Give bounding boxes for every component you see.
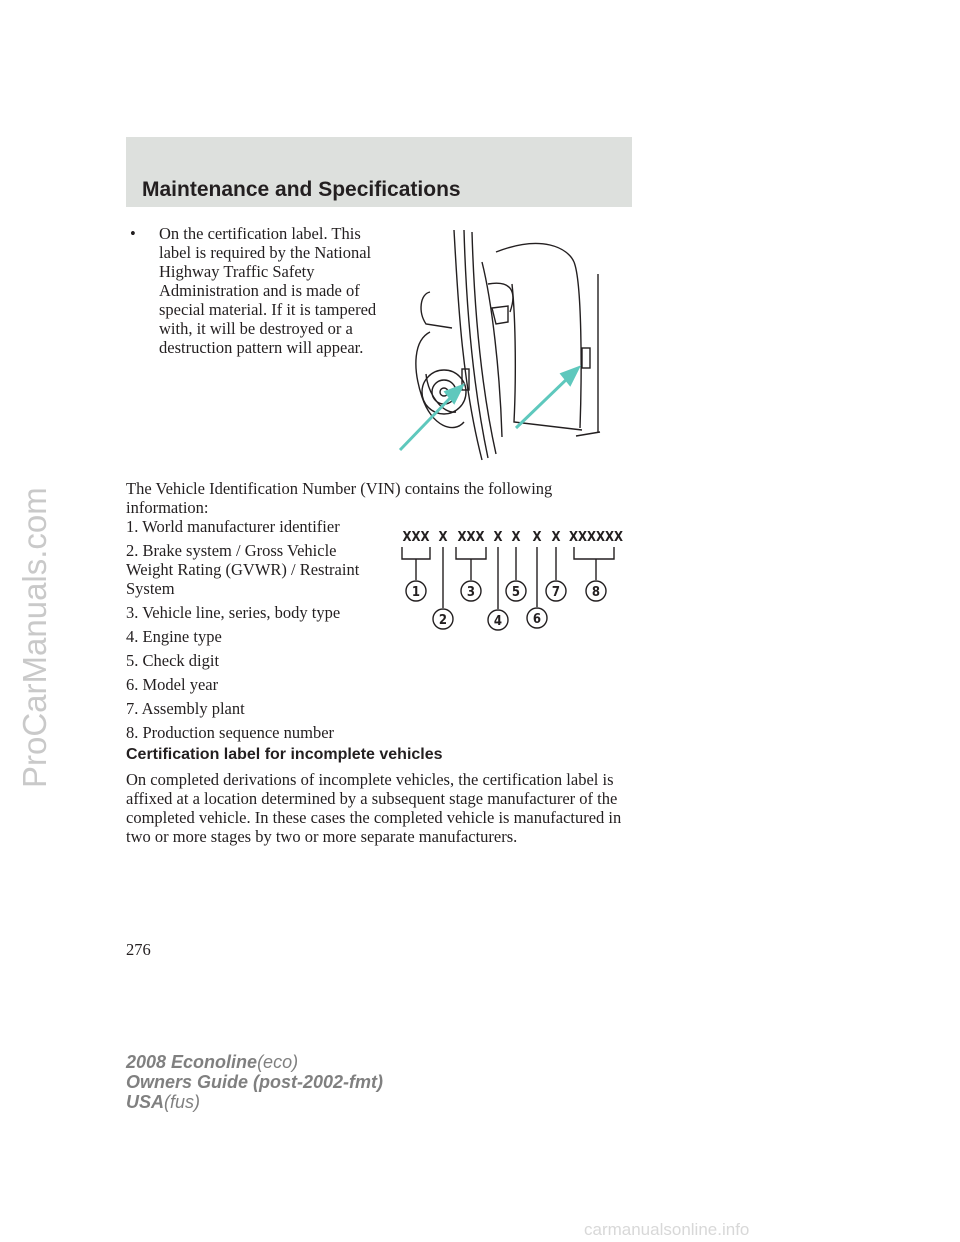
section-header-band <box>126 137 632 207</box>
vin-group-7: X <box>551 530 561 545</box>
footer-market: USA <box>126 1092 165 1112</box>
footer-line-2 <box>126 1072 383 1092</box>
footer-model-code: (eco) <box>257 1052 299 1072</box>
vin-group-1: XXX <box>402 530 430 545</box>
vin-group-8: XXXXXX <box>568 530 624 545</box>
vin-group-3: XXX <box>457 530 485 545</box>
vin-callout-4: 4 <box>493 614 503 629</box>
list-item: 4. Engine type <box>126 627 222 646</box>
list-item: 1. World manufacturer identifier <box>126 517 340 536</box>
vin-group-5: X <box>511 530 521 545</box>
bullet-icon: • <box>130 224 136 243</box>
document-footer <box>126 1052 383 1112</box>
vin-diagram <box>396 525 636 631</box>
vin-callout-1: 1 <box>411 585 421 600</box>
list-item: 3. Vehicle line, series, body type <box>126 603 341 622</box>
site-footer-watermark: carmanualsonline.info <box>584 1220 750 1239</box>
page-number: 276 <box>126 940 151 959</box>
section-heading: Certification label for incomplete vehicles <box>126 746 443 763</box>
vin-callout-3: 3 <box>466 585 476 600</box>
vin-callout-6: 6 <box>532 612 542 627</box>
list-item: 6. Model year <box>126 675 219 694</box>
vin-group-4: X <box>493 530 503 545</box>
vin-info-list <box>126 517 366 747</box>
footer-line-1 <box>126 1052 383 1072</box>
footer-guide: Owners Guide (post-2002-fmt) <box>126 1072 384 1092</box>
footer-model: 2008 Econoline <box>126 1052 258 1072</box>
door-label-illustration <box>392 222 618 467</box>
vin-group-6: X <box>532 530 542 545</box>
list-item: 5. Check digit <box>126 651 220 670</box>
vin-callout-8: 8 <box>591 585 601 600</box>
footer-market-code: (fus) <box>164 1092 201 1112</box>
list-item: 7. Assembly plant <box>126 699 245 718</box>
vin-callout-5: 5 <box>511 585 521 600</box>
vin-callout-7: 7 <box>551 585 561 600</box>
footer-line-3 <box>126 1092 383 1112</box>
vin-intro: The Vehicle Identification Number (VIN) contains the following information: <box>126 479 553 517</box>
section-title: Maintenance and Specifications <box>142 178 461 201</box>
section-paragraph: On completed derivations of incomplete vehicles, the certification label is affixed at a location determined by a subsequent stage manufacturer of the completed vehicle. In these cases the completed vehicle is manufactured in two or more stages by two or more separate manufacturers. <box>126 770 622 846</box>
certification-bullet <box>126 224 386 357</box>
vin-group-2: X <box>438 530 448 545</box>
list-item: 2. Brake system / Gross Vehicle Weight Rating (GVWR) / Restraint System <box>126 541 360 598</box>
vin-callout-2: 2 <box>438 613 448 628</box>
bullet-text: On the certification label. This label is required by the National Highway Traffic Safety Administration and is made of special material. If it is tampered with, it will be destroyed or a destruction pattern will appear. <box>159 224 377 357</box>
list-item: 8. Production sequence number <box>126 723 335 742</box>
watermark-text: ProCarManuals.com <box>16 487 53 788</box>
